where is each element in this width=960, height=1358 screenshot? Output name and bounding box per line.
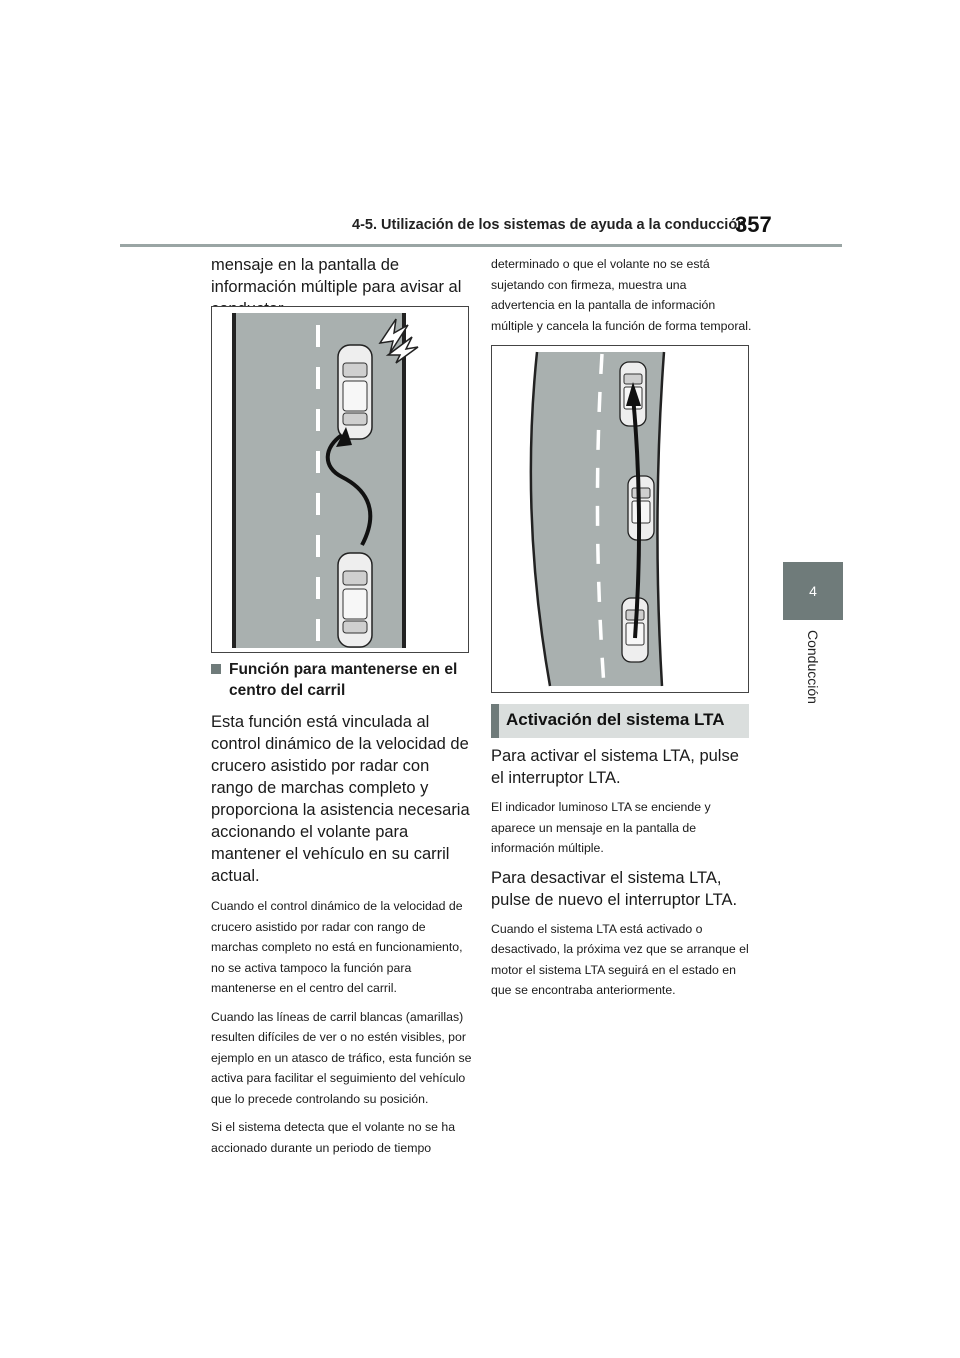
section-heading-text: Activación del sistema LTA xyxy=(506,710,725,729)
chapter-tab[interactable] xyxy=(783,562,843,620)
road-edge-right xyxy=(402,313,406,648)
continuation-paragraph: determinado o que el volante no se está sujetando con firmeza, muestra una advertencia en la pantalla de información múltiple y cancela la función de forma temporal. xyxy=(491,257,752,333)
chapter-label: Conducción xyxy=(805,630,821,704)
right-top xyxy=(491,254,753,336)
section-heading-bar xyxy=(491,704,499,738)
section-heading-lta xyxy=(491,704,749,738)
lane-warning-figure xyxy=(211,306,469,653)
lane-centering-figure xyxy=(491,345,749,693)
activate-note: El indicador luminoso LTA se enciende y aparece un mensaje en la pantalla de información múltiple. xyxy=(491,800,711,855)
main-paragraph: Esta función está vinculada al control dinámico de la velocidad de crucero asistido por radar con rango de marchas completo y proporciona la asistencia necesaria accionando el volante para mantener el vehículo en su carril actual. xyxy=(211,713,470,885)
lane-warning-illustration xyxy=(212,307,468,652)
left-body xyxy=(211,659,473,1158)
deactivate-note: Cuando el sistema LTA está activado o desactivado, la próxima vez que se arranque el motor el sistema LTA seguirá en el estado en que se encontraba anteriormente. xyxy=(491,921,749,997)
road-edge-left xyxy=(232,313,236,648)
right-body xyxy=(491,745,753,1001)
section-title: 4-5. Utilización de los sistemas de ayuda a la conducción xyxy=(352,217,747,233)
note-paragraph-1: Cuando el control dinámico de la velocidad de crucero asistido por radar con rango de marchas completo no está en funcionamiento, no se activa tampoco la función para mantenerse en el centro del carril. xyxy=(211,899,463,995)
deactivate-paragraph: Para desactivar el sistema LTA, pulse de nuevo el interruptor LTA. xyxy=(491,868,738,909)
lane-centering-heading xyxy=(211,659,473,701)
intro-paragraph: mensaje en la pantalla de información múltiple para avisar al xyxy=(211,256,462,296)
page-number: 357 xyxy=(735,212,772,237)
activate-paragraph: Para activar el sistema LTA, pulse el interruptor LTA. xyxy=(491,747,739,787)
bullet-square-icon xyxy=(211,664,221,674)
lane-centering-illustration xyxy=(492,346,748,692)
note-paragraph-2: Cuando las líneas de carril blancas (amarillas) resulten difíciles de ver o no estén visibles, por ejemplo en un atasco de tráfico, esta función se activa para facilitar el seguimiento del vehículo que lo precede controlando su posición. xyxy=(211,1009,472,1106)
chapter-number: 4 xyxy=(809,583,817,599)
car-bottom-icon xyxy=(338,553,372,647)
car-top-icon xyxy=(338,345,372,439)
sub-heading-text: Función para mantenerse en el centro del carril xyxy=(229,661,458,699)
note-paragraph-3: Si el sistema detecta que el volante no se ha accionado durante un periodo de tiempo xyxy=(211,1120,456,1155)
header-divider xyxy=(120,244,842,247)
chapter-label-box xyxy=(783,626,843,776)
